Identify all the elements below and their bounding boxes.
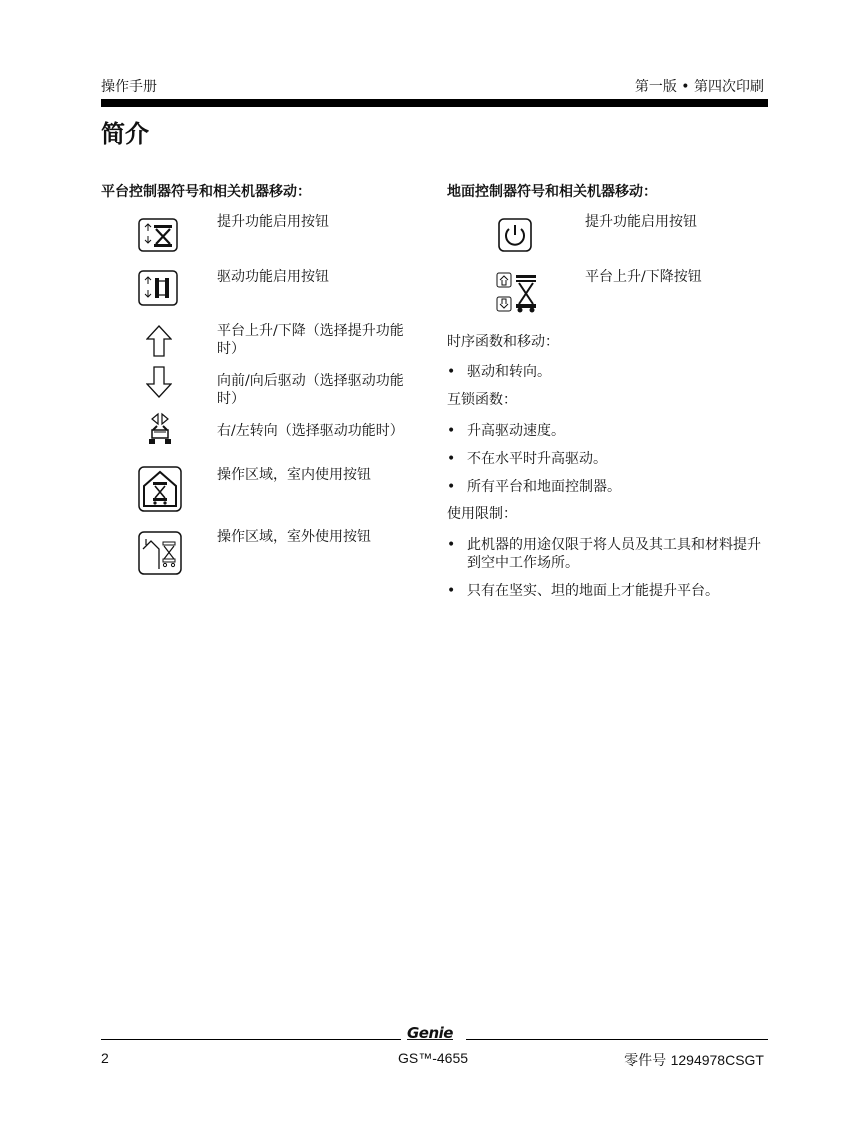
genie-logo: Genie [407,1024,453,1042]
platform-up-down-icon [496,272,540,314]
list-item: • 此机器的用途仅限于将人员及其工具和材料提升到空中工作场所。 [447,536,769,572]
header-right: 第一版 • 第四次印刷 [634,79,764,95]
list-item: • 驱动和转向。 [447,363,767,381]
part-number-block [624,1050,764,1070]
list-item: • 升高驱动速度。 [447,422,767,440]
header-rule [101,99,768,107]
left-item-label: 操作区域，室外使用按钮 [217,529,371,545]
right-heading: 地面控制器符号和相关机器移动： [447,184,657,200]
page-title: 简介 [101,120,149,148]
left-item-label: 操作区域，室内使用按钮 [217,467,371,483]
list-item: • 只有在坚实、坦的地面上才能提升平台。 [447,582,777,600]
indoor-zone-icon [138,466,182,512]
left-item-label: 向前/向后驱动（选择驱动功能时） [217,373,404,407]
lift-enable-icon [138,218,178,252]
part-number: 1294978CSGT [670,1052,764,1068]
left-item-label: 右/左转向（选择驱动功能时） [217,423,404,439]
left-heading: 平台控制器符号和相关机器移动： [101,184,311,200]
page-number: 2 [101,1050,109,1066]
footer-rule-right [466,1039,768,1040]
timing-heading: 时序函数和移动： [447,334,559,350]
arrow-up-icon [146,325,172,357]
limits-heading: 使用限制： [447,506,517,522]
left-item-label: 驱动功能启用按钮 [217,269,329,285]
steer-icon [145,412,175,446]
footer-rule-left [101,1039,401,1040]
outdoor-zone-icon [138,531,182,575]
arrow-down-icon [146,366,172,398]
list-item: • 不在水平时升高驱动。 [447,450,767,468]
left-item-label: 平台上升/下降（选择提升功能时） [217,323,404,357]
drive-enable-icon [138,270,178,306]
interlock-heading: 互锁函数： [447,392,517,408]
power-icon [498,218,532,252]
list-item: • 所有平台和地面控制器。 [447,478,767,496]
part-label: 零件号 [624,1053,667,1069]
left-item-label: 提升功能启用按钮 [217,214,329,230]
model-name: GS™-4655 [398,1050,469,1066]
header-left: 操作手册 [101,79,157,95]
right-item-label: 平台上升/下降按钮 [585,269,702,285]
right-item-label: 提升功能启用按钮 [585,214,697,230]
